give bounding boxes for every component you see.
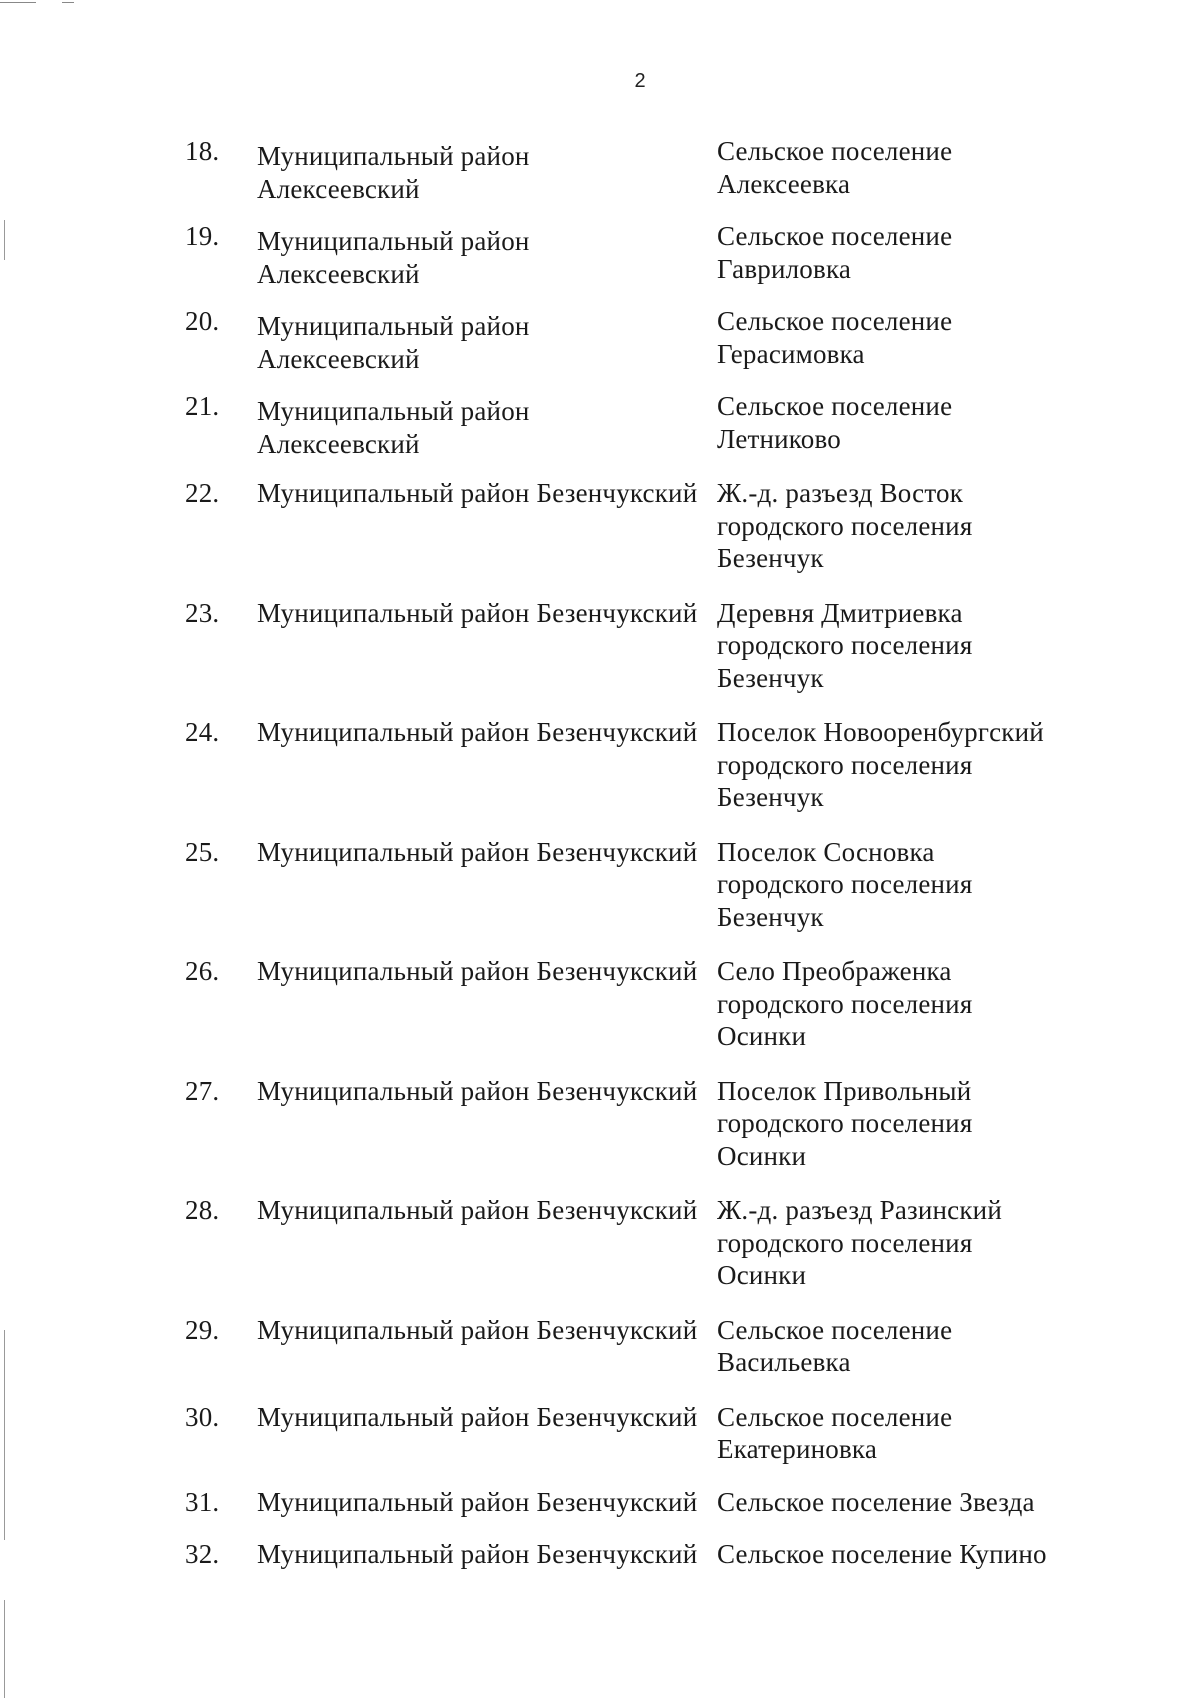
settlement-name: Поселок Новооренбургский городского поселения Безенчук: [717, 717, 1044, 812]
district-name: Муниципальный район Алексеевский: [257, 226, 530, 289]
item-number: 18.: [185, 136, 220, 166]
settlement-name: Поселок Сосновка городского поселения Безенчук: [717, 836, 973, 932]
settlement-name: Сельское поселение Васильевка: [717, 1314, 953, 1377]
district-name: Муниципальный район Безенчукский: [257, 478, 698, 508]
list-item: [0, 597, 1200, 695]
settlement-name: Сельское поселение Алексеевка: [717, 136, 953, 199]
scan-edge-mark: [4, 1600, 5, 1698]
list-item: [0, 1314, 1200, 1379]
item-number: 29.: [185, 1314, 220, 1345]
settlement-name: Сельское поселение Купино: [717, 1539, 1047, 1569]
item-number: 28.: [185, 1195, 220, 1225]
list-item: [0, 836, 1200, 934]
settlement-name: Сельское поселение Екатериновка: [717, 1401, 953, 1464]
list-item: [0, 135, 1200, 204]
district-name: Муниципальный район Безенчукский: [257, 717, 698, 747]
settlement-name: Село Преображенка городского поселения Осинки: [717, 956, 973, 1051]
list-item: [0, 1486, 1200, 1519]
settlement-name: Сельское поселение Звезда: [717, 1486, 1035, 1517]
list-item: [0, 1075, 1200, 1173]
list-item: [0, 1194, 1200, 1292]
settlement-name: Деревня Дмитриевка городского поселения Безенчук: [717, 597, 973, 693]
district-name: Муниципальный район Безенчукский: [257, 1075, 698, 1106]
item-number: 26.: [185, 956, 220, 986]
page-number: 2: [634, 70, 646, 92]
district-name: Муниципальный район Безенчукский: [257, 1486, 698, 1517]
list-item: [0, 390, 1200, 459]
scan-edge-mark: [62, 2, 74, 3]
district-name: Муниципальный район Алексеевский: [257, 311, 530, 374]
list-item: [0, 477, 1200, 575]
district-name: Муниципальный район Безенчукский: [257, 1539, 698, 1569]
list-item: [0, 716, 1200, 814]
item-number: 19.: [185, 221, 220, 251]
list-item: [0, 1401, 1200, 1466]
settlement-name: Ж.-д. разъезд Восток городского поселения Безенчук: [717, 478, 973, 573]
item-number: 24.: [185, 717, 220, 747]
item-number: 22.: [185, 478, 220, 508]
settlement-name: Сельское поселение Летниково: [717, 391, 953, 454]
item-number: 20.: [185, 306, 220, 336]
settlement-list: [0, 135, 1200, 1571]
district-name: Муниципальный район Безенчукский: [257, 597, 698, 628]
item-number: 23.: [185, 597, 220, 628]
item-number: 27.: [185, 1075, 220, 1106]
item-number: 25.: [185, 836, 220, 867]
settlement-name: Ж.-д. разъезд Разинский городского поселения Осинки: [717, 1195, 1002, 1290]
district-name: Муниципальный район Безенчукский: [257, 1314, 698, 1345]
district-name: Муниципальный район Безенчукский: [257, 1401, 698, 1432]
item-number: 31.: [185, 1486, 220, 1517]
list-item: [0, 220, 1200, 289]
district-name: Муниципальный район Алексеевский: [257, 396, 530, 459]
item-number: 32.: [185, 1539, 220, 1569]
district-name: Муниципальный район Алексеевский: [257, 141, 530, 204]
district-name: Муниципальный район Безенчукский: [257, 1195, 698, 1225]
district-name: Муниципальный район Безенчукский: [257, 836, 698, 867]
list-item: [0, 1538, 1200, 1571]
settlement-name: Сельское поселение Гавриловка: [717, 221, 953, 284]
settlement-name: Поселок Привольный городского поселения Осинки: [717, 1075, 973, 1171]
item-number: 21.: [185, 391, 220, 421]
settlement-name: Сельское поселение Герасимовка: [717, 306, 953, 369]
list-item: [0, 305, 1200, 374]
list-item: [0, 955, 1200, 1053]
scan-edge-mark: [0, 2, 36, 3]
district-name: Муниципальный район Безенчукский: [257, 956, 698, 986]
item-number: 30.: [185, 1401, 220, 1432]
